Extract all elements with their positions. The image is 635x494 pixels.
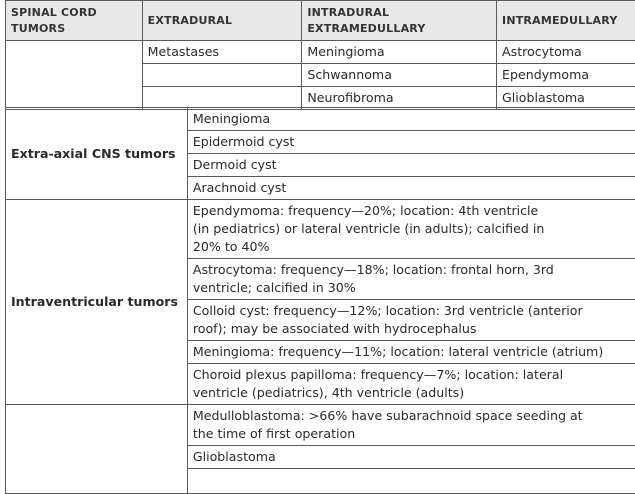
cell-intradural-extramedullary: Meningioma — [302, 41, 497, 64]
item-line: the time of first operation — [193, 426, 355, 441]
header-line: TUMORS — [11, 22, 65, 35]
item-line: Medulloblastoma: >66% have subarachnoid space seeding at — [193, 408, 583, 423]
table-row — [6, 405, 635, 446]
header-extradural: EXTRADURAL — [142, 1, 302, 41]
cell-intradural-extramedullary: Neurofibroma — [302, 87, 497, 110]
table-row — [6, 200, 635, 259]
group-item-cutoff — [187, 469, 635, 494]
header-line: EXTRAMEDULLARY — [307, 22, 425, 35]
table-row — [6, 108, 635, 131]
item-line: Colloid cyst: frequency—12%; location: 3rd ventricle (anterior — [193, 303, 583, 318]
cell-extradural: Metastases — [142, 41, 302, 64]
item-line: (in pediatrics) or lateral ventricle (in adults); calcified in — [193, 221, 545, 236]
item-line: Astrocytoma: frequency—18%; location: frontal horn, 3rd — [193, 262, 554, 277]
group-label-intraventricular: Intraventricular tumors — [6, 200, 188, 405]
cell-intramedullary: Astrocytoma — [497, 41, 635, 64]
cell-intradural-extramedullary: Schwannoma — [302, 64, 497, 87]
item-line: Ependymoma: frequency—20%; location: 4th ventricle — [193, 203, 538, 218]
header-row — [6, 1, 635, 41]
group-item: Epidermoid cyst — [187, 131, 635, 154]
header-intramedullary: INTRAMEDULLARY — [497, 1, 635, 41]
table-row — [6, 41, 635, 64]
group-item: Arachnoid cyst — [187, 177, 635, 200]
row-label-empty — [6, 41, 143, 110]
group-label-unlabeled — [6, 405, 188, 494]
group-item — [187, 259, 635, 300]
group-label-extra-axial: Extra-axial CNS tumors — [6, 108, 188, 200]
group-item — [187, 364, 635, 405]
item-line: ventricle (pediatrics), 4th ventricle (adults) — [193, 385, 464, 400]
header-line: SPINAL CORD — [11, 6, 97, 19]
group-item — [187, 200, 635, 259]
item-line: 20% to 40% — [193, 239, 270, 254]
group-item — [187, 300, 635, 341]
group-item — [187, 446, 635, 469]
cell-intramedullary: Ependymoma — [497, 64, 635, 87]
spinal-cord-tumors-table — [5, 0, 635, 110]
header-intradural-extramedullary — [302, 1, 497, 41]
brain-tumor-groups-table — [5, 107, 635, 494]
header-line: INTRADURAL — [307, 6, 389, 19]
item-line: Glioblastoma — [193, 449, 276, 464]
group-item — [187, 341, 635, 364]
group-item: Meningioma — [187, 108, 635, 131]
group-item — [187, 405, 635, 446]
item-line: ventricle; calcified in 30% — [193, 280, 356, 295]
header-spinal-cord-tumors — [6, 1, 143, 41]
cell-extradural — [142, 64, 302, 87]
item-line: roof); may be associated with hydrocephalus — [193, 321, 477, 336]
item-line: Choroid plexus papilloma: frequency—7%; location: lateral — [193, 367, 563, 382]
cell-intramedullary: Glioblastoma — [497, 87, 635, 110]
group-item: Dermoid cyst — [187, 154, 635, 177]
item-line: Meningioma: frequency—11%; location: lateral ventricle (atrium) — [193, 344, 603, 359]
